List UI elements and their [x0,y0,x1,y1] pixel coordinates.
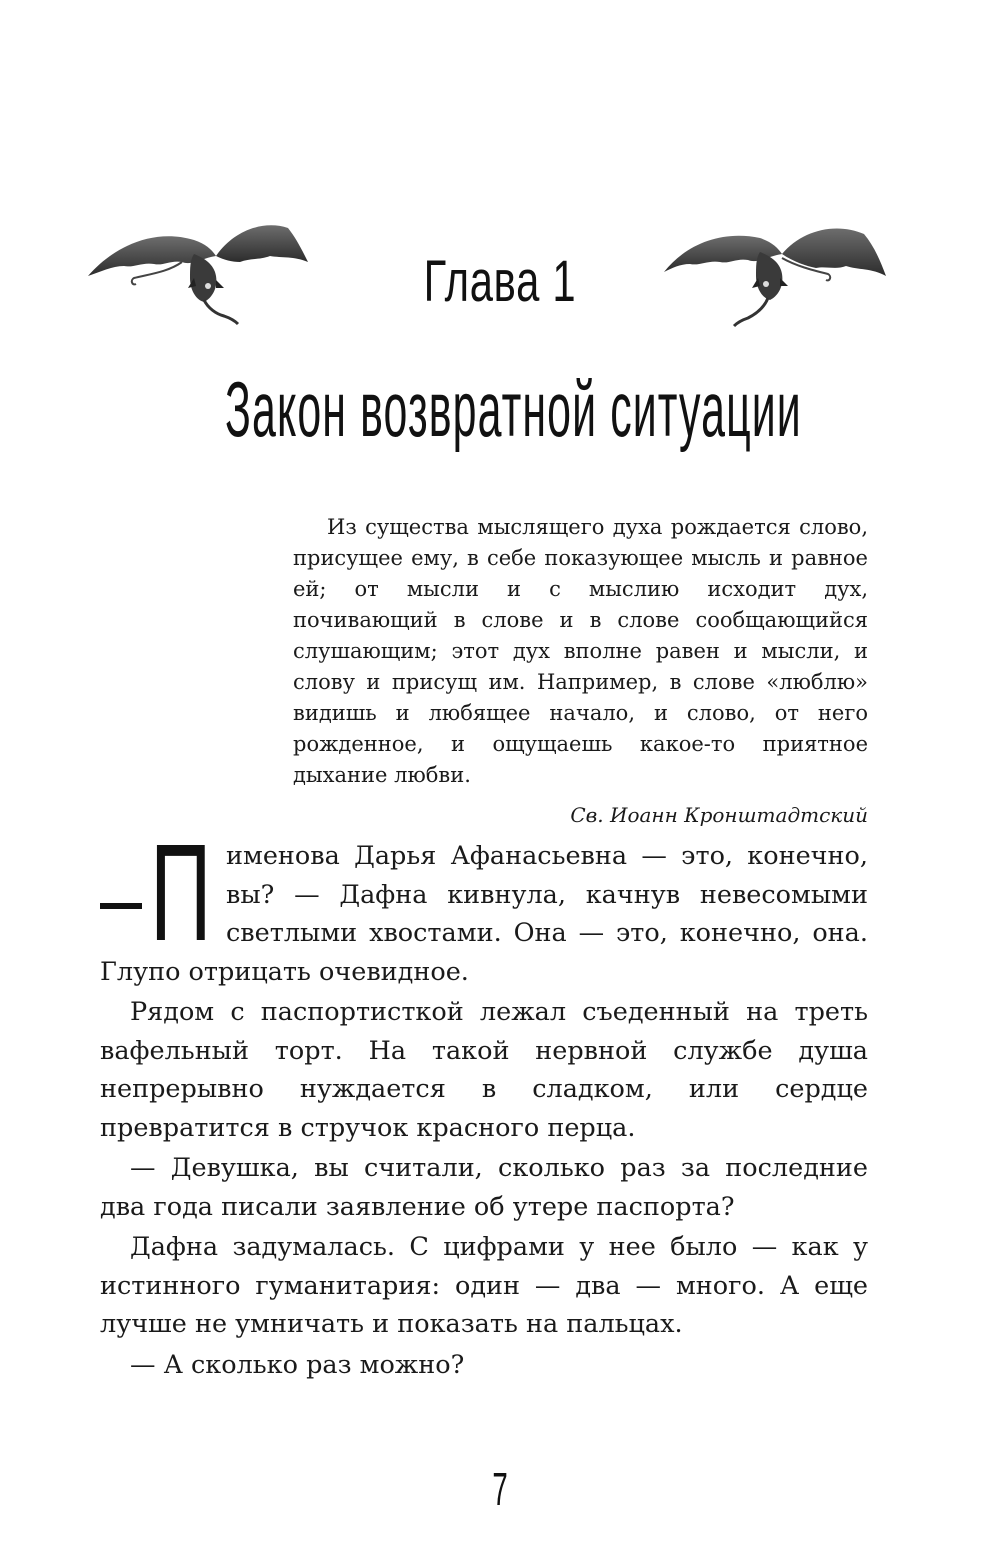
body-text [100,816,868,1386]
chapter-title: Закон возвратной ситуации [225,365,802,453]
paragraph: — Девушка, вы считали, сколько раз за последние два года писали заявление об утере паспорта? [100,1153,868,1222]
paragraph: Рядом с паспортисткой лежал съеденный на треть вафельный торт. На такой нервной службе душа непрерывно нуждается в сладком, или сердце превратится в стручок красного перца. [100,997,868,1143]
paragraph: — А сколько раз можно? [130,1349,465,1380]
epigraph [293,512,868,831]
paragraph: Дафна задумалась. С цифрами у нее было — как у истинного гуманитария: один — два — много. А еще лучше не умничать и показать на пальцах. [100,1232,868,1339]
first-paragraph-text: именова Дарья Афанасьевна — это, конечно, вы? — Дафна кивнула, качнув невесомыми светлыми хвостами. Она — это, конечно, она. Глупо отрицать очевидное. [100,841,868,987]
chapter-label: Глава 1 [423,249,577,314]
page-number: 7 [492,1463,508,1515]
drop-cap: П [150,816,212,970]
first-paragraph [100,816,868,991]
epigraph-text: Из существа мыслящего духа рождается слово, присущее ему, в себе показующее мысль и равное ей; от мысли и с мыслию исходит дух, почивающий в слове и в слове сообщающийся слушающим; этот дух вполне равен и мысли, и слову и присущ им. Например, в слове «люблю» видишь и любящее начало, и слово, от него рожденное, и ощущаешь какое-то приятное дыхание любви. [293,515,868,787]
epigraph-author: Св. Иоанн Кронштадтский [570,803,868,827]
dialogue-dash [100,903,142,909]
